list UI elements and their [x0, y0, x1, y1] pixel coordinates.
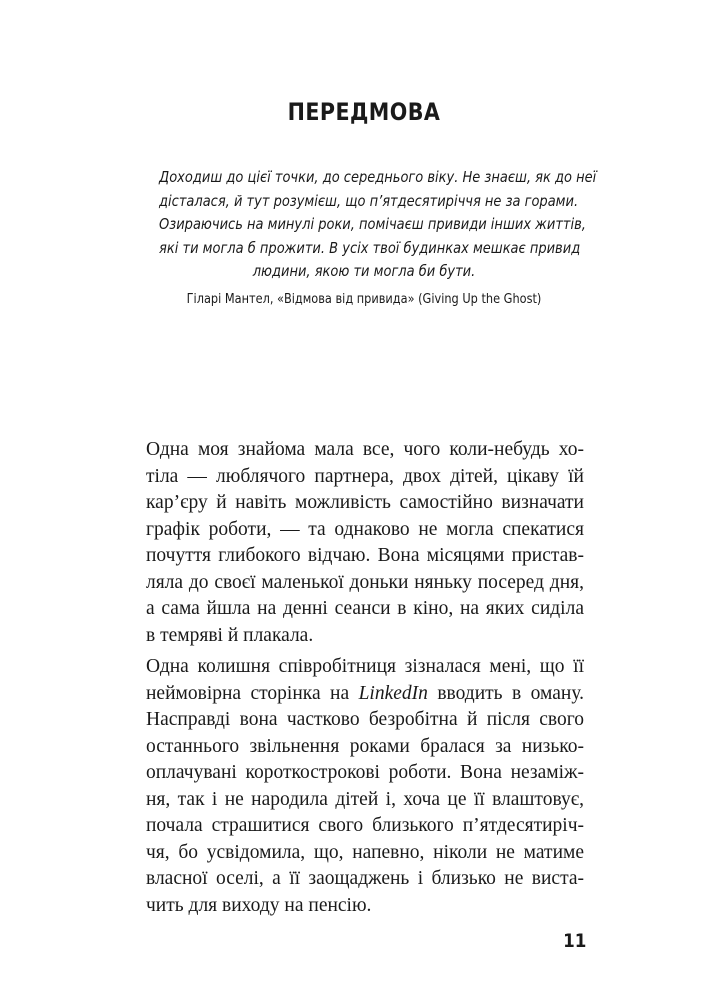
text-line: в темряві й плакала. — [146, 624, 314, 646]
text-line: неймовірна сторінка на LinkedIn вводить в оману. — [146, 682, 584, 704]
text-line: Насправді вона частково безробітна й після свого — [146, 709, 584, 730]
text-line: почала страшитися свого близького п’ятдесятиріч- — [146, 815, 584, 836]
text-line: останнього звільнення роками бралася за низько- — [146, 735, 584, 757]
text-line: ляла до своєї маленької доньки няньку посеред дня, — [146, 571, 584, 593]
text-line: чя, бо усвідомила, що, напевно, ніколи не матиме — [146, 841, 584, 863]
text-line: а сама йшла на денні сеанси в кіно, на яких сиділа — [146, 598, 584, 619]
page-number: 11 — [563, 930, 587, 952]
epigraph-line: які ти могла б прожити. В усіх твої будинках мешкає привид — [159, 238, 581, 257]
epigraph-source: Гіларі Мантел, «Відмова від привида» (Giving Up the Ghost) — [186, 290, 542, 307]
text-line: кар’єру й навіть можливість самостійно визначати — [146, 492, 584, 513]
chapter-heading: ПЕРЕДМОВА — [287, 98, 441, 126]
text-line: ня, так і не народила дітей і, хоча це її влаштовує, — [146, 788, 584, 810]
paragraph-2 — [146, 654, 584, 919]
text-line: оплачувані короткострокові роботи. Вона незаміж- — [146, 762, 584, 783]
paragraph-1 — [146, 437, 584, 649]
text-line: чить для виходу на пенсію. — [146, 894, 372, 916]
text-line: тіла — люблячого партнера, двох дітей, цікаву їй — [146, 465, 584, 487]
epigraph-line: дісталася, й тут розумієш, що п’ятдесятиріччя не за горами. — [159, 191, 579, 210]
italic-term: LinkedIn — [358, 682, 428, 704]
text-line: Одна моя знайома мала все, чого коли-небудь хо- — [146, 439, 584, 460]
epigraph-line: людини, якою ти могла би бути. — [252, 262, 476, 280]
text-line: Одна колишня співробітниця зізналася мені, що її — [146, 656, 584, 677]
epigraph-line: Озираючись на минулі роки, помічаєш привиди інших життів, — [159, 215, 586, 233]
text-line: почуття глибокого відчаю. Вона місяцями пристав- — [146, 545, 584, 566]
epigraph-line: Доходиш до цієї точки, до середнього віку. Не знаєш, як до неї — [159, 168, 597, 186]
text-line: графік роботи, — та однаково не могла спекатися — [146, 518, 584, 540]
epigraph — [120, 166, 608, 309]
text-line: власної оселі, а її заощаджень і близько не виста- — [146, 868, 584, 889]
